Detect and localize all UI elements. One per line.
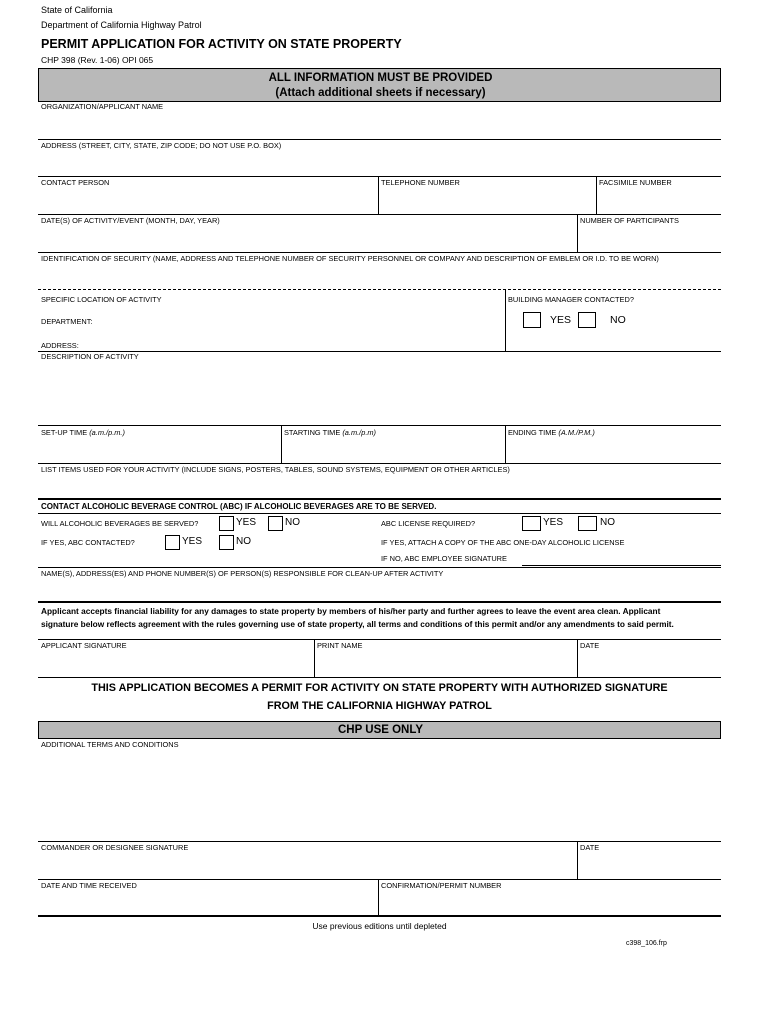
commander-signature-label: COMMANDER OR DESIGNEE SIGNATURE [41, 843, 189, 852]
list-items-label: LIST ITEMS USED FOR YOUR ACTIVITY (INCLUDE SIGNS, POSTERS, TABLES, SOUND SYSTEMS, EQUIPMENT OR OTHER ARTICLES) [41, 465, 510, 474]
permit-notice-line1: THIS APPLICATION BECOMES A PERMIT FOR ACTIVITY ON STATE PROPERTY WITH AUTHORIZED SIGNATURE [91, 682, 668, 694]
chp-use-heading: CHP USE ONLY [338, 724, 423, 736]
telephone-input[interactable] [380, 188, 595, 213]
confirmation-number-label: CONFIRMATION/PERMIT NUMBER [381, 881, 502, 890]
attach-license-note: IF YES, ATTACH A COPY OF THE ABC ONE-DAY ALCOHOLIC LICENSE [381, 538, 625, 547]
department-field-label: DEPARTMENT: [41, 317, 93, 326]
contact-person-input[interactable] [38, 188, 377, 213]
divider [38, 513, 721, 514]
cleanup-input[interactable] [38, 579, 721, 600]
cleanup-label: NAME(S), ADDRESS(ES) AND PHONE NUMBER(S) OF PERSON(S) RESPONSIBLE FOR CLEAN-UP AFTER ACTIVITY [41, 569, 444, 578]
divider [505, 425, 506, 463]
security-label: IDENTIFICATION OF SECURITY (NAME, ADDRESS AND TELEPHONE NUMBER OF SECURITY PERSONNEL OR COMPANY AND DESCRIPTION OF EMBLEM OR I.D. TO BE WORN) [41, 254, 659, 263]
form-title: PERMIT APPLICATION FOR ACTIVITY ON STATE PROPERTY [41, 37, 402, 51]
date-label: DATE [580, 641, 600, 650]
divider [378, 176, 379, 214]
list-items-input[interactable] [38, 475, 721, 496]
chp-use-banner [38, 721, 721, 739]
agreement-line1: Applicant accepts financial liability for any damages to state property by members of his/her party and further agrees to leave the event area clean. Applicant [41, 606, 661, 616]
divider [38, 879, 721, 880]
divider [314, 639, 315, 677]
alcohol-served-no-checkbox[interactable] [268, 516, 283, 531]
dotted-divider [38, 289, 721, 290]
contact-person-label: CONTACT PERSON [41, 178, 110, 187]
signature-line [522, 565, 721, 566]
file-code: c398_106.frp [626, 940, 667, 947]
building-manager-yes-label: YES [550, 314, 572, 326]
divider [38, 677, 721, 678]
facsimile-input[interactable] [598, 188, 720, 213]
organization-input[interactable] [38, 112, 721, 138]
organization-label: ORGANIZATION/APPLICANT NAME [41, 102, 164, 111]
thick-divider [38, 498, 721, 500]
print-name-label: PRINT NAME [317, 641, 363, 650]
divider [38, 351, 721, 352]
telephone-label: TELEPHONE NUMBER [381, 178, 460, 187]
description-input[interactable] [38, 362, 721, 424]
divider [281, 425, 282, 463]
divider [505, 289, 506, 351]
divider [577, 214, 578, 252]
setup-time-label: SET-UP TIME (a.m./p.m.) [41, 428, 125, 437]
starting-time-input[interactable] [283, 438, 504, 462]
applicant-signature-label: APPLICANT SIGNATURE [41, 641, 127, 650]
ending-time-input[interactable] [507, 438, 720, 462]
dates-label: DATE(S) OF ACTIVITY/EVENT (MONTH, DAY, YEAR) [41, 216, 220, 225]
abc-contacted-no-checkbox[interactable] [219, 535, 234, 550]
applicant-signature-input[interactable] [38, 651, 313, 676]
additional-terms-input[interactable] [38, 750, 721, 840]
dates-input[interactable] [38, 226, 576, 251]
divider [38, 176, 721, 177]
divider [38, 139, 721, 140]
instructions-banner [38, 68, 721, 102]
address-field-label: ADDRESS: [41, 341, 79, 350]
print-name-input[interactable] [316, 651, 576, 676]
form-number: CHP 398 (Rev. 1-06) OPI 065 [41, 55, 154, 65]
abc-employee-signature-label: IF NO, ABC EMPLOYEE SIGNATURE [381, 554, 507, 563]
participants-input[interactable] [579, 226, 720, 251]
building-manager-label: BUILDING MANAGER CONTACTED? [508, 295, 634, 304]
thick-divider [38, 601, 721, 603]
divider [596, 176, 597, 214]
address-label: ADDRESS (STREET, CITY, STATE, ZIP CODE; DO NOT USE P.O. BOX) [41, 141, 282, 150]
divider [38, 214, 721, 215]
security-input[interactable] [38, 264, 721, 288]
divider [577, 639, 578, 677]
commander-signature-input[interactable] [38, 853, 576, 878]
abc-employee-signature-input[interactable] [522, 551, 721, 565]
setup-time-input[interactable] [38, 438, 280, 462]
ending-time-label: ENDING TIME (A.M./P.M.) [508, 428, 595, 437]
divider [38, 567, 721, 568]
banner-line1: ALL INFORMATION MUST BE PROVIDED [268, 72, 493, 84]
description-label: DESCRIPTION OF ACTIVITY [41, 352, 139, 361]
abc-contacted-label: IF YES, ABC CONTACTED? [41, 538, 135, 547]
additional-terms-label: ADDITIONAL TERMS AND CONDITIONS [41, 740, 179, 749]
divider [38, 463, 721, 464]
banner-line2: (Attach additional sheets if necessary) [275, 87, 486, 99]
divider [38, 639, 721, 640]
divider [38, 252, 721, 253]
license-required-yes-checkbox[interactable] [522, 516, 541, 531]
abc-contacted-no-label: NO [236, 536, 251, 547]
license-required-no-checkbox[interactable] [578, 516, 597, 531]
divider [378, 879, 379, 916]
chp-date-input[interactable] [579, 853, 720, 878]
license-required-yes-label: YES [543, 517, 564, 528]
state-label: State of California [41, 5, 113, 15]
building-manager-no-label: NO [610, 314, 626, 326]
abc-heading: CONTACT ALCOHOLIC BEVERAGE CONTROL (ABC) IF ALCOHOLIC BEVERAGES ARE TO BE SERVED. [41, 502, 437, 511]
date-time-received-label: DATE AND TIME RECEIVED [41, 881, 137, 890]
location-label: SPECIFIC LOCATION OF ACTIVITY [41, 295, 162, 304]
alcohol-served-yes-label: YES [236, 517, 257, 528]
starting-time-label: STARTING TIME (a.m./p.m) [284, 428, 376, 437]
divider [38, 425, 721, 426]
alcohol-served-label: WILL ALCOHOLIC BEVERAGES BE SERVED? [41, 519, 199, 528]
alcohol-served-yes-checkbox[interactable] [219, 516, 234, 531]
license-required-no-label: NO [600, 517, 615, 528]
divider [577, 841, 578, 879]
alcohol-served-no-label: NO [285, 517, 300, 528]
date-input[interactable] [579, 651, 720, 676]
license-required-label: ABC LICENSE REQUIRED? [381, 519, 476, 528]
facsimile-label: FACSIMILE NUMBER [599, 178, 672, 187]
confirmation-number-input[interactable] [380, 891, 720, 915]
divider [38, 841, 721, 842]
permit-notice-line2: FROM THE CALIFORNIA HIGHWAY PATROL [267, 700, 492, 712]
date-time-received-input[interactable] [38, 891, 377, 915]
abc-contacted-yes-checkbox[interactable] [165, 535, 180, 550]
thick-divider [38, 915, 721, 917]
abc-contacted-yes-label: YES [182, 536, 203, 547]
chp-date-label: DATE [580, 843, 600, 852]
participants-label: NUMBER OF PARTICIPANTS [580, 216, 679, 225]
department-label: Department of California Highway Patrol [41, 20, 202, 30]
footer-note: Use previous editions until depleted [312, 921, 447, 931]
building-manager-yes-checkbox[interactable] [523, 312, 541, 328]
agreement-line2: signature below reflects agreement with the rules governing use of state property, all terms and conditions of this permit and/or any amendments to said permit. [41, 619, 674, 629]
address-input[interactable] [38, 151, 721, 175]
building-manager-no-checkbox[interactable] [578, 312, 596, 328]
